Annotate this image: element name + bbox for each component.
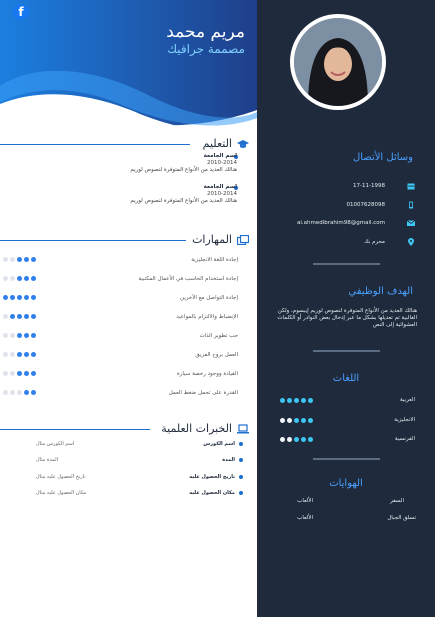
rating-dot-filled	[287, 398, 292, 403]
graduation-cap-icon	[237, 139, 249, 149]
email-text[interactable]: ai.ahmedibrahim98@gmail.com	[296, 220, 385, 226]
skill-label: القدرة على تحمل ضغط العمل	[168, 390, 238, 396]
rating-dot-empty	[10, 276, 15, 281]
rating-dot-empty	[10, 257, 15, 262]
address-text: محرم بك	[364, 239, 385, 245]
exp-label: المدة	[222, 457, 235, 463]
rating-dot-empty	[10, 333, 15, 338]
education-divider	[0, 144, 190, 145]
skill-rating	[3, 371, 36, 376]
exp-label: تاريخ الحصول عليه	[189, 474, 235, 480]
job-title: مصممة جرافيك	[167, 42, 245, 56]
rating-dot-filled	[31, 371, 36, 376]
skills-heading	[192, 233, 249, 246]
rating-dot-filled	[31, 295, 36, 300]
school-desc: هنالك العديد من الأنواع المتوفرة لنصوص لوريم	[130, 167, 237, 173]
rating-dot-filled	[10, 295, 15, 300]
rating-dot-filled	[17, 295, 22, 300]
skill-rating	[3, 276, 36, 281]
rating-dot-empty	[3, 314, 8, 319]
rating-dot-filled	[10, 314, 15, 319]
bullet-dot	[239, 475, 243, 479]
rating-dot-filled	[301, 437, 306, 442]
skill-row	[0, 254, 250, 268]
exp-value: اسم الكورس مثال	[36, 441, 75, 447]
skill-label: العمل بروح الفريق	[195, 352, 238, 358]
rating-dot-empty	[10, 352, 15, 357]
facebook-icon[interactable]: f	[13, 4, 29, 20]
rating-dot-filled	[3, 295, 8, 300]
skill-row	[0, 311, 250, 325]
objective-text: هنالك العديد من الأنواع المتوفرة لنصوص لوريم إيبسوم، ولكن الغالبية تم تعديلها بشكل ما عبر إدخال بعض النوادر أو الكلمات العشوائية إلى النص	[277, 308, 417, 328]
window-icon	[237, 235, 249, 245]
skill-label: إجادة استخدام الحاسب في الأعمال المكتبية	[138, 276, 238, 282]
sidebar-divider	[313, 350, 380, 352]
hobby-item: تسلق الجبال	[387, 515, 416, 521]
rating-dot-empty	[3, 257, 8, 262]
rating-dot-filled	[301, 398, 306, 403]
rating-dot-empty	[280, 418, 285, 423]
school-name: اسم الجامعة	[203, 153, 237, 159]
phone-text[interactable]: 01007628098	[346, 202, 385, 208]
language-name: الانجليزية	[394, 417, 415, 423]
school-years: 2010-2014	[207, 191, 237, 197]
experience-heading	[161, 422, 249, 435]
rating-dot-filled	[24, 295, 29, 300]
rating-dot-filled	[308, 418, 313, 423]
rating-dot-filled	[24, 333, 29, 338]
rating-dot-filled	[280, 398, 285, 403]
skill-rating	[3, 352, 36, 357]
rating-dot-filled	[31, 276, 36, 281]
rating-dot-empty	[3, 352, 8, 357]
location-pin-icon	[407, 238, 415, 246]
skill-rating	[3, 333, 36, 338]
rating-dot-filled	[31, 333, 36, 338]
skill-label: القيادة ووجود رخصة سيارة	[176, 371, 238, 377]
education-heading	[203, 137, 249, 150]
rating-dot-empty	[3, 276, 8, 281]
rating-dot-filled	[17, 314, 22, 319]
rating-dot-empty	[280, 437, 285, 442]
rating-dot-filled	[31, 390, 36, 395]
rating-dot-filled	[294, 418, 299, 423]
exp-value: مكان الحصول عليه مثال	[36, 490, 87, 496]
sidebar-divider	[313, 263, 380, 265]
bullet-dot	[239, 442, 243, 446]
hobbies-title: الهوايات	[329, 478, 363, 489]
rating-dot-filled	[24, 276, 29, 281]
experience-divider	[0, 429, 150, 430]
rating-dot-empty	[17, 390, 22, 395]
rating-dot-filled	[301, 418, 306, 423]
rating-dot-filled	[24, 371, 29, 376]
skill-label: حب تطوير الذات	[199, 333, 238, 339]
school-name: اسم الجامعة	[203, 184, 237, 190]
rating-dot-filled	[308, 398, 313, 403]
bullet-dot	[239, 458, 243, 462]
bullet-dot	[239, 491, 243, 495]
rating-dot-filled	[17, 333, 22, 338]
rating-dot-filled	[17, 276, 22, 281]
skill-rating	[3, 314, 36, 319]
experience-title: الخبرات العلمية	[161, 422, 232, 435]
rating-dot-empty	[10, 390, 15, 395]
skill-rating	[3, 390, 36, 395]
rating-dot-filled	[294, 398, 299, 403]
language-name: الفرنسية	[394, 436, 415, 442]
rating-dot-filled	[24, 314, 29, 319]
skill-row	[0, 273, 250, 287]
objective-title: الهدف الوظيفي	[348, 286, 413, 297]
languages-title: اللغات	[332, 373, 360, 384]
rating-dot-filled	[294, 437, 299, 442]
rating-dot-filled	[31, 352, 36, 357]
header-wave	[0, 0, 257, 135]
profile-photo	[290, 14, 386, 110]
person-name: مريم محمد	[166, 22, 245, 42]
skill-row	[0, 349, 250, 363]
exp-value: تاريخ الحصول عليه مثال	[36, 474, 86, 480]
email-icon	[407, 219, 415, 227]
rating-dot-filled	[24, 352, 29, 357]
rating-dot-empty	[3, 390, 8, 395]
skill-label: الإنضباط والالتزام بالمواعيد	[176, 314, 238, 320]
skill-rating	[3, 295, 36, 300]
rating-dot-filled	[308, 437, 313, 442]
school-desc: هنالك العديد من الأنواع المتوفرة لنصوص لوريم	[130, 198, 237, 204]
skill-row	[0, 387, 250, 401]
rating-dot-filled	[24, 390, 29, 395]
hobby-item: الألعاب	[297, 515, 313, 521]
skills-divider	[0, 240, 186, 241]
skill-row	[0, 292, 250, 306]
rating-dot-filled	[17, 352, 22, 357]
rating-dot-empty	[10, 371, 15, 376]
laptop-icon	[237, 424, 249, 434]
skill-label: إجادة التواصل مع الآخرين	[180, 295, 238, 301]
skills-title: المهارات	[192, 233, 232, 246]
rating-dot-empty	[287, 418, 292, 423]
rating-dot-empty	[3, 371, 8, 376]
exp-label: اسم الكورس	[203, 441, 235, 447]
skill-rating	[3, 257, 36, 262]
birthdate-text: 17-11-1998	[353, 183, 385, 189]
rating-dot-empty	[3, 333, 8, 338]
exp-value: المدة مثال	[36, 457, 58, 463]
portrait-image	[294, 18, 382, 106]
skill-row	[0, 330, 250, 344]
rating-dot-filled	[31, 257, 36, 262]
education-item	[130, 184, 237, 205]
hobby-item: الألعاب	[297, 498, 313, 504]
exp-label: مكان الحصول عليه	[189, 490, 235, 496]
avatar	[294, 18, 382, 106]
contact-title: وسائل الأتصال	[352, 152, 413, 163]
skill-label: إجادة اللغة الانجليزية	[191, 257, 238, 263]
education-item	[130, 153, 237, 174]
skill-row	[0, 368, 250, 382]
language-rating	[280, 398, 313, 403]
rating-dot-filled	[17, 257, 22, 262]
hobby-item: السفر	[390, 498, 404, 504]
language-name: العربية	[399, 397, 415, 403]
sidebar-divider	[313, 458, 380, 460]
rating-dot-filled	[31, 314, 36, 319]
language-rating	[280, 437, 313, 442]
rating-dot-empty	[287, 437, 292, 442]
phone-icon	[407, 201, 415, 209]
rating-dot-filled	[24, 257, 29, 262]
school-years: 2010-2014	[207, 160, 237, 166]
language-rating	[280, 418, 313, 423]
rating-dot-filled	[17, 371, 22, 376]
education-title: التعليم	[202, 137, 232, 150]
calendar-icon	[407, 182, 415, 190]
